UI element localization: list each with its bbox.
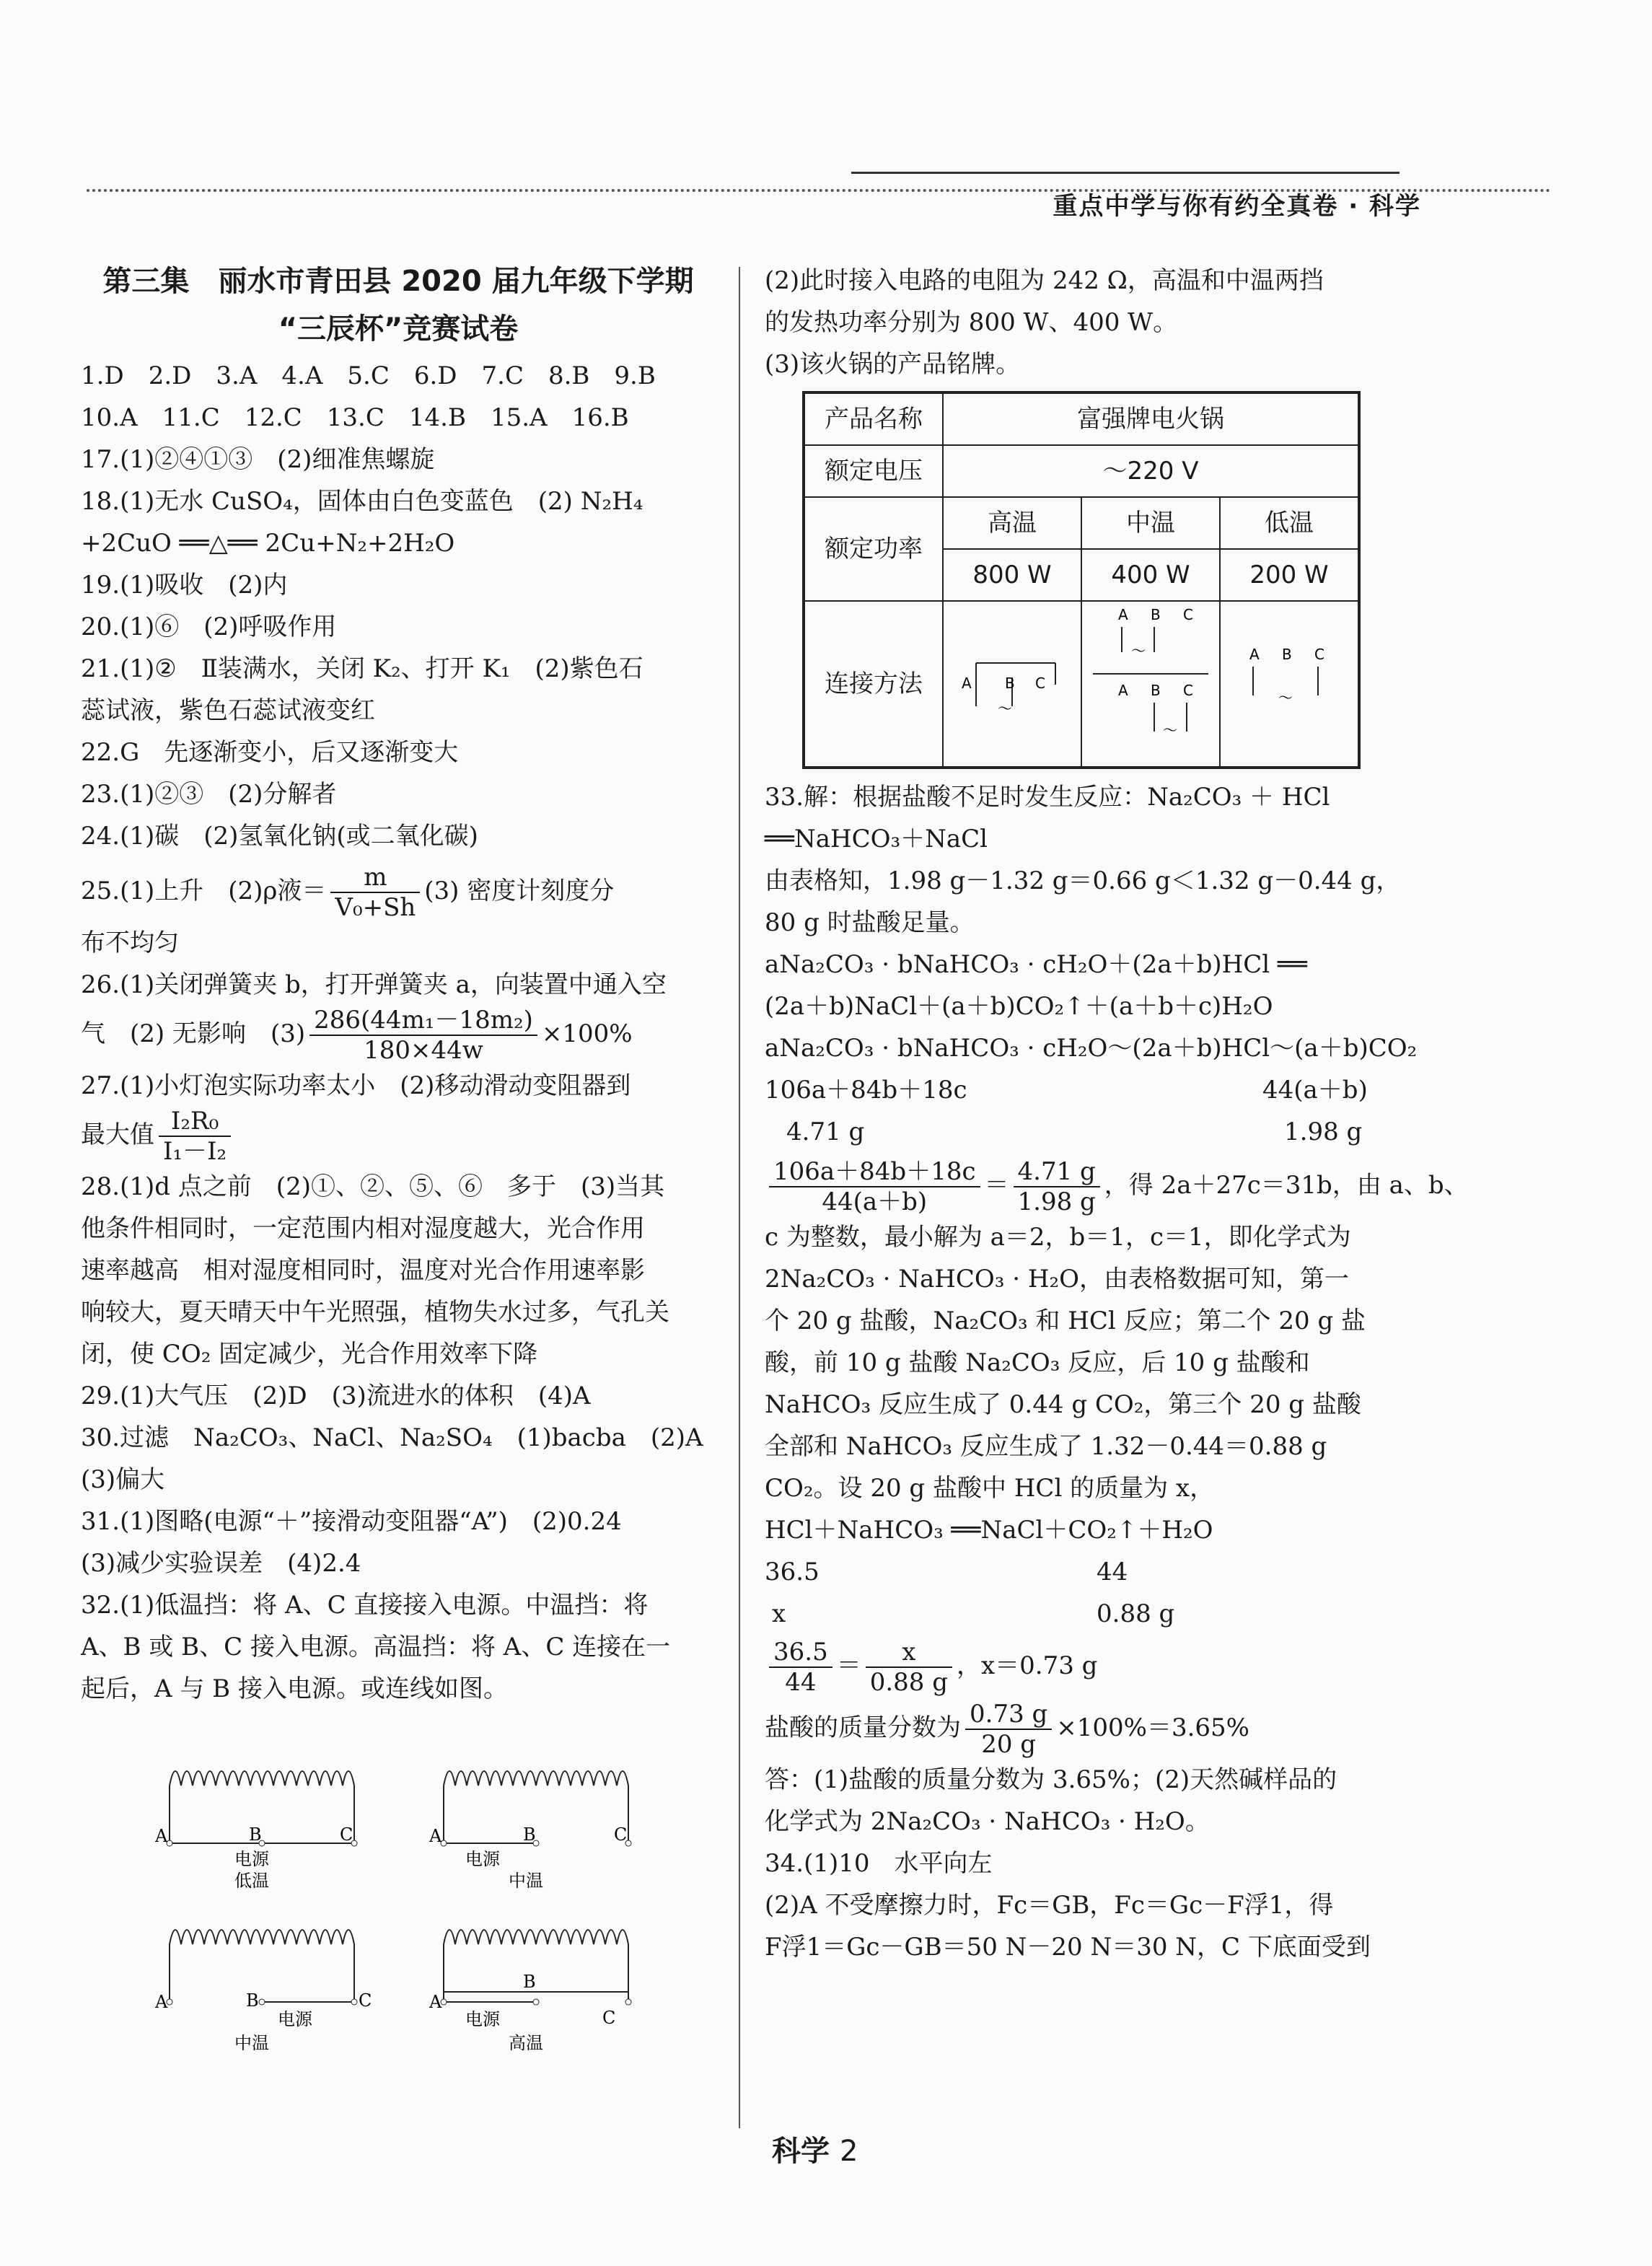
answer-line: 34.(1)10 水平向左 — [765, 1849, 993, 1878]
calc-row: x 0.88 g — [772, 1599, 1175, 1628]
answer-line: 由表格知，1.98 g－1.32 g＝0.66 g＜1.32 g－0.44 g， — [765, 866, 1401, 895]
table-cell: 低温 — [1220, 497, 1359, 549]
answer-line: 31.(1)图略(电源“＋”接滑动变阻器“A”) (2)0.24 — [81, 1507, 622, 1536]
mass-fraction-equation: 盐酸的质量分数为 $\frac{0.73 g}{20 g}$ ×100%＝3.65% — [765, 1700, 1249, 1759]
wiring-sketch — [1089, 602, 1212, 753]
answer-line: (3)减少实验误差 (4)2.4 — [81, 1549, 361, 1578]
answer-26: 气 (2) 无影响 (3) $\frac{\text{286(44m₁－18m₂)}}{180\times 44w}$ ×100% — [81, 1006, 633, 1065]
answer-25: 25.(1)上升 (2)ρ液＝ $\frac{m}{\text{V₀+Sh}}$ (3) 密度计刻度分 — [81, 863, 615, 922]
label-A: A — [155, 1992, 168, 2012]
svg-text:C: C — [1314, 646, 1324, 663]
answer-line: 32.(1)低温挡：将 A、C 直接接入电源。中温挡：将 — [81, 1591, 649, 1620]
exam-heading-2: “三辰杯”竞赛试卷 — [278, 312, 519, 346]
label-C: C — [359, 1990, 372, 2011]
answer-line: 80 g 时盐酸足量。 — [765, 908, 975, 937]
label-high: 高温 — [509, 2033, 543, 2052]
calc-row: 106a＋84b＋18c 44(a＋b) — [765, 1076, 1368, 1105]
answer-line: +2CuO ══△══ 2Cu+N₂+2H₂O — [81, 529, 455, 558]
label-A: A — [429, 1826, 442, 1846]
answer-line: 起后，A 与 B 接入电源。或连线如图。 — [81, 1674, 508, 1703]
table-cell: 800 W — [943, 549, 1081, 601]
label-low: 低温 — [234, 1871, 269, 1891]
label-power: 电源 — [465, 2009, 500, 2029]
column-divider — [739, 267, 740, 2128]
page-number: 2 — [840, 2135, 858, 2168]
answer-line: 27.(1)小灯泡实际功率太小 (2)移动滑动变阻器到 — [81, 1071, 631, 1100]
svg-text:B: B — [1151, 682, 1161, 699]
label-power: 电源 — [278, 2009, 312, 2029]
answer-line: 28.(1)d 点之前 (2)①、②、⑤、⑥ 多于 (3)当其 — [81, 1172, 665, 1201]
wiring-sketch — [954, 634, 1070, 721]
label-B: B — [249, 1824, 262, 1845]
svg-text:B: B — [1005, 675, 1015, 692]
product-nameplate-table — [802, 391, 1361, 769]
page-footer — [772, 2128, 858, 2169]
connection-diagram-low — [1220, 601, 1359, 768]
answer-line: 酸，前 10 g 盐酸 Na₂CO₃ 反应，后 10 g 盐酸和 — [765, 1348, 1310, 1377]
label-mid: 中温 — [509, 1871, 543, 1891]
answer-line: 18.(1)无水 CuSO₄，固体由白色变蓝色 (2) N₂H₄ — [81, 487, 643, 516]
table-cell: 额定功率 — [804, 497, 943, 601]
answer-line: 26.(1)关闭弹簧夹 b，打开弹簧夹 a，向装置中通入空 — [81, 970, 667, 999]
label-B: B — [246, 1990, 259, 2011]
answer-line: 29.(1)大气压 (2)D (3)流进水的体积 (4)A — [81, 1382, 591, 1410]
answer-line: 19.(1)吸收 (2)内 — [81, 571, 288, 600]
answer-line: 化学式为 2Na₂CO₃ · NaHCO₃ · H₂O。 — [765, 1807, 1210, 1836]
answer-line: 个 20 g 盐酸，Na₂CO₃ 和 HCl 反应；第二个 20 g 盐 — [765, 1307, 1366, 1335]
answer-line: 全部和 NaHCO₃ 反应生成了 1.32－0.44＝0.88 g — [765, 1432, 1327, 1461]
label-B: B — [523, 1824, 536, 1845]
answer-line: 的发热功率分别为 800 W、400 W。 — [765, 308, 1178, 337]
svg-text:～: ～ — [998, 700, 1012, 717]
answer-line: (3)该火锅的产品铭牌。 — [765, 350, 1021, 379]
table-cell: 高温 — [943, 497, 1081, 549]
answer-line: 22.G 先逐渐变小，后又逐渐变大 — [81, 738, 459, 767]
svg-text:A: A — [1118, 606, 1128, 623]
label-power: 电源 — [234, 1849, 269, 1869]
svg-text:A: A — [1118, 682, 1128, 699]
fraction: $\frac{4.71 g}{1.98 g}$ — [1014, 1157, 1100, 1216]
answer-line: 蕊试液，紫色石蕊试液变红 — [81, 696, 375, 725]
footer-subject: 科学 — [772, 2135, 830, 2168]
fraction: $\frac{36.5}{44}$ — [769, 1638, 832, 1697]
table-cell: 中温 — [1081, 497, 1220, 549]
label-B: B — [523, 1972, 536, 1992]
svg-text:～: ～ — [1163, 721, 1177, 739]
coil-diagram-low — [155, 1749, 393, 1894]
answer-line: (2)A 不受摩擦力时，Fc＝GB，Fc＝Gc－F浮1，得 — [765, 1891, 1334, 1920]
answer-line: 速率越高 相对湿度相同时，温度对光合作用速率影 — [81, 1256, 645, 1285]
label-C: C — [602, 2008, 616, 2028]
table-cell: 富强牌电火锅 — [943, 392, 1359, 445]
answer-line: 24.(1)碳 (2)氢氧化钠(或二氧化碳) — [81, 822, 478, 851]
table-cell: 额定电压 — [804, 445, 943, 497]
answer-line: F浮1＝Gc－GB＝50 N－20 N＝30 N，C 下底面受到 — [765, 1933, 1371, 1962]
fraction: $\frac{x}{0.88 g}$ — [866, 1638, 952, 1697]
label-power: 电源 — [465, 1849, 500, 1869]
svg-text:C: C — [1183, 606, 1193, 623]
label-C: C — [340, 1824, 353, 1845]
answer-line: 1.D 2.D 3.A 4.A 5.C 6.D 7.C 8.B 9.B — [81, 361, 656, 390]
answer-line: 布不均匀 — [81, 928, 179, 957]
connection-diagram-mid — [1081, 601, 1220, 768]
answer-line: HCl＋NaHCO₃ ══NaCl＋CO₂↑＋H₂O — [765, 1516, 1213, 1545]
calc-row: 36.5 44 — [765, 1558, 1128, 1586]
label-A: A — [155, 1826, 168, 1846]
svg-text:～: ～ — [1131, 642, 1146, 659]
table-cell: 产品名称 — [804, 392, 943, 445]
answer-line: A、B 或 B、C 接入电源。高温挡：将 A、C 连接在一 — [81, 1633, 671, 1661]
answer-line: 10.A 11.C 12.C 13.C 14.B 15.A 16.B — [81, 403, 629, 432]
heater-coil-diagrams — [155, 1749, 660, 2067]
answer-line: ══NaHCO₃＋NaCl — [765, 825, 988, 853]
answer-line: 33.解：根据盐酸不足时发生反应：Na₂CO₃ ＋ HCl — [765, 783, 1330, 812]
label-C: C — [614, 1824, 628, 1845]
label-mid: 中温 — [234, 2033, 269, 2052]
svg-text:A: A — [1249, 646, 1260, 663]
exam-heading-1: 第三集 丽水市青田县 2020 届九年级下学期 — [102, 265, 694, 298]
svg-text:B: B — [1282, 646, 1292, 663]
answer-line: 21.(1)② Ⅱ装满水，关闭 K₂、打开 K₁ (2)紫色石 — [81, 654, 643, 683]
fraction: $\frac{106a+84b+18c}{44(a+b)}$ — [769, 1157, 980, 1216]
answer-line: CO₂。设 20 g 盐酸中 HCl 的质量为 x， — [765, 1474, 1215, 1503]
answer-line: c 为整数，最小解为 a＝2，b＝1，c＝1，即化学式为 — [765, 1223, 1351, 1252]
answer-line: NaHCO₃ 反应生成了 0.44 g CO₂，第三个 20 g 盐酸 — [765, 1390, 1361, 1419]
answer-line: (2a＋b)NaCl＋(a＋b)CO₂↑＋(a＋b＋c)H₂O — [765, 992, 1273, 1021]
table-cell: 连接方法 — [804, 601, 943, 768]
coil-diagram-mid-1 — [429, 1749, 667, 1894]
svg-text:B: B — [1151, 606, 1161, 623]
wiring-sketch — [1231, 634, 1347, 721]
svg-text:～: ～ — [1278, 689, 1293, 706]
answer-line: aNa₂CO₃ · bNaHCO₃ · cH₂O＋(2a＋b)HCl ══ — [765, 950, 1307, 979]
coil-diagram-mid-2 — [155, 1908, 393, 2052]
table-cell: ～220 V — [943, 445, 1359, 497]
fraction: $\frac{\text{I₂R₀}}{\text{I₁－I₂}}$ — [159, 1107, 231, 1166]
svg-text:A: A — [962, 675, 972, 692]
label-A: A — [429, 1992, 442, 2012]
connection-diagram-high — [943, 601, 1081, 768]
table-cell: 400 W — [1081, 549, 1220, 601]
header-title: 重点中学与你有约全真卷 · 科学 — [1053, 192, 1421, 221]
coil-diagram-high — [429, 1908, 667, 2052]
svg-text:C: C — [1035, 675, 1045, 692]
fraction: $\frac{0.73 g}{20 g}$ — [965, 1700, 1052, 1759]
answer-line: 17.(1)②④①③ (2)细准焦螺旋 — [81, 445, 435, 474]
answer-27: 最大值 $\frac{\text{I₂R₀}}{\text{I₁－I₂}}$ — [81, 1107, 716, 1166]
svg-text:C: C — [1183, 682, 1193, 699]
ratio-equation: $\frac{36.5}{44}$ ＝ $\frac{x}{0.88 g}$ ，x＝0.73 g — [765, 1638, 1414, 1697]
answer-line: aNa₂CO₃ · bNaHCO₃ · cH₂O～(2a＋b)HCl～(a＋b)CO₂ — [765, 1034, 1418, 1063]
answer-line: 30.过滤 Na₂CO₃、NaCl、Na₂SO₄ (1)bacba (2)A — [81, 1423, 703, 1452]
answer-line: (3)偏大 — [81, 1465, 165, 1494]
calc-row: 4.71 g 1.98 g — [786, 1117, 1363, 1146]
answer-line: 23.(1)②③ (2)分解者 — [81, 780, 337, 809]
answer-line: 他条件相同时，一定范围内相对湿度越大，光合作用 — [81, 1214, 645, 1243]
answer-line: 2Na₂CO₃ · NaHCO₃ · H₂O，由表格数据可知，第一 — [765, 1265, 1349, 1294]
left-column — [81, 260, 716, 1710]
header-dotted-rule — [87, 189, 1551, 192]
answer-line: (2)此时接入电路的电阻为 242 Ω，高温和中温两挡 — [765, 266, 1324, 295]
answer-line: 闭，使 CO₂ 固定减少，光合作用效率下降 — [81, 1340, 538, 1369]
right-column — [765, 260, 1469, 1968]
answer-line: 20.(1)⑥ (2)呼吸作用 — [81, 612, 337, 641]
table-cell: 200 W — [1220, 549, 1359, 601]
fraction: $\frac{m}{\text{V₀+Sh}}$ — [330, 863, 420, 922]
answer-line: 答：(1)盐酸的质量分数为 3.65%；(2)天然碱样品的 — [765, 1765, 1337, 1794]
ratio-equation: $\frac{106a+84b+18c}{44(a+b)}$ ＝ $\frac{4.71 g}{1.98 g}$ ，得 2a＋27c＝31b，由 a、b、 — [765, 1157, 1414, 1216]
fraction: $\frac{\text{286(44m₁－18m₂)}}{180\times 44w}$ — [309, 1006, 537, 1065]
answer-line: 响较大，夏天晴天中午光照强，植物失水过多，气孔关 — [81, 1298, 669, 1327]
